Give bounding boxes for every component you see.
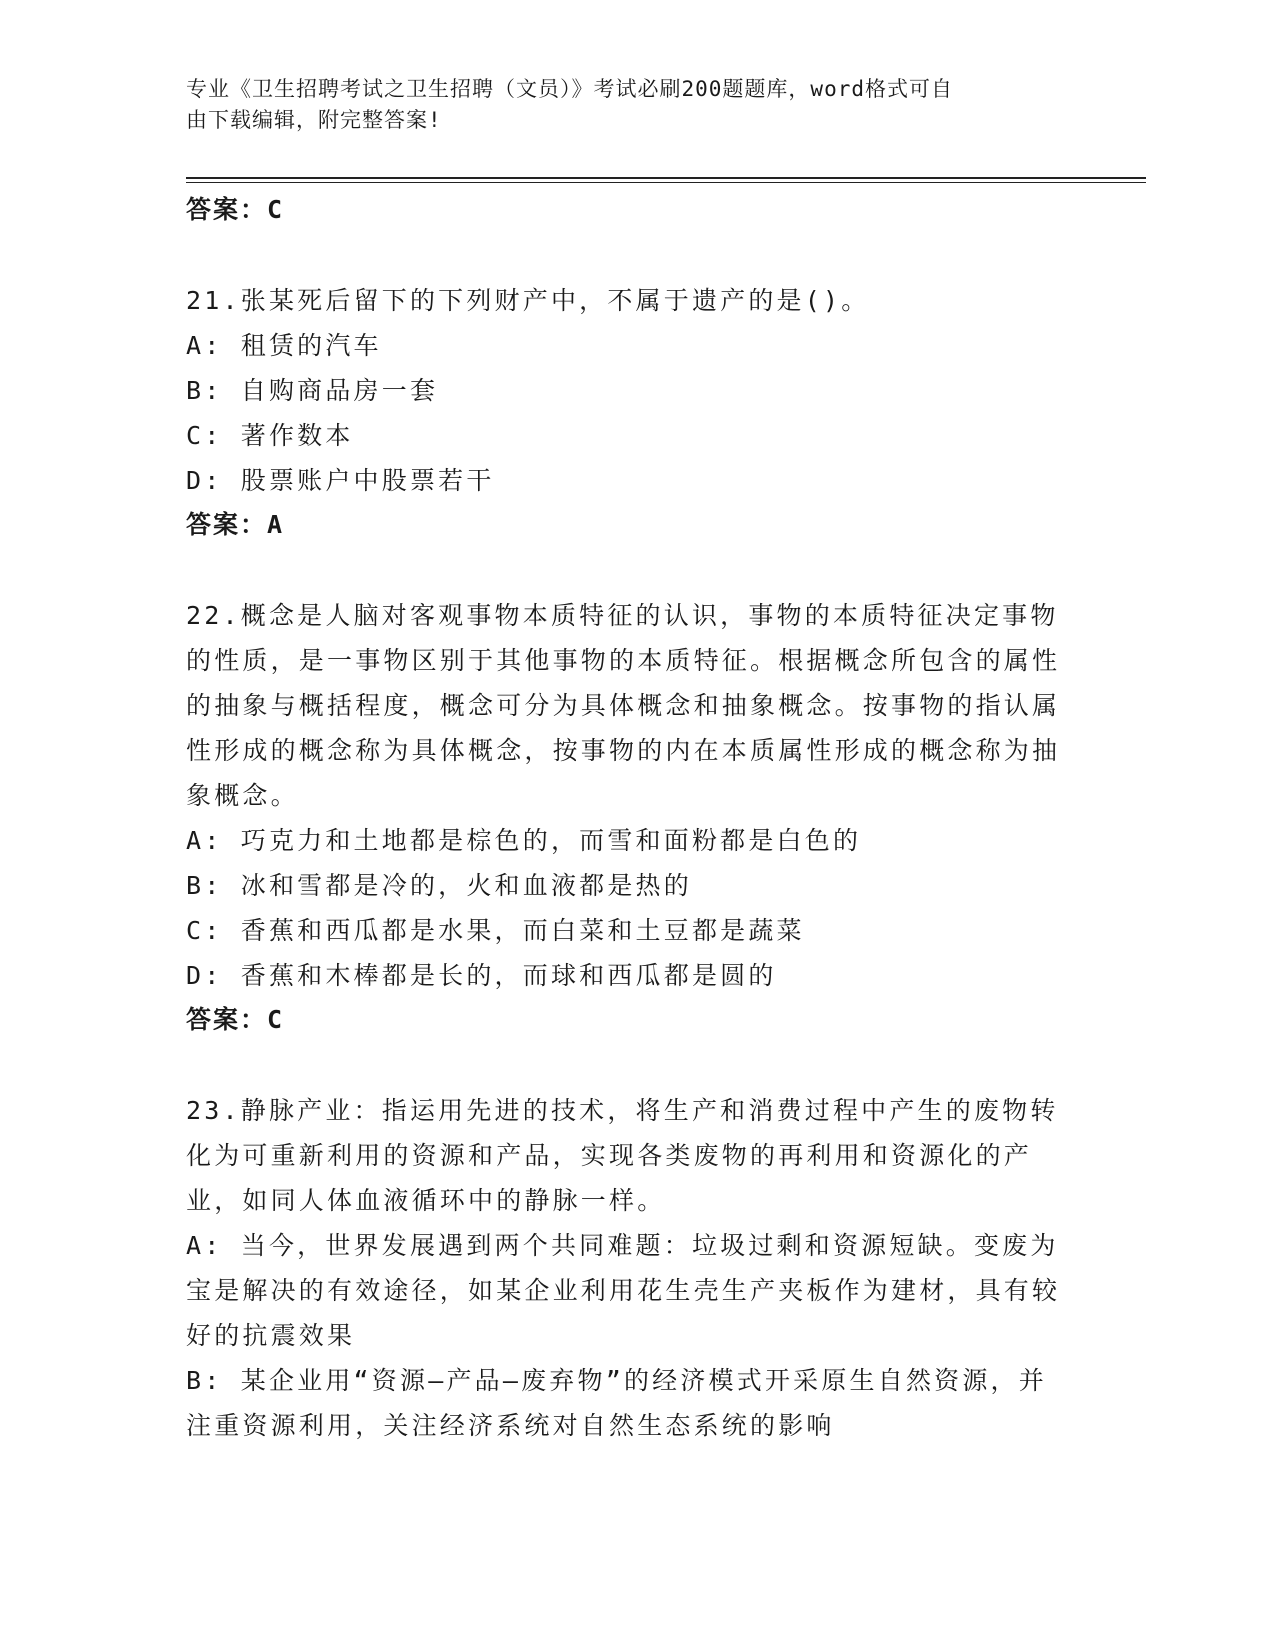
- option-b: B: 冰和雪都是冷的，火和血液都是热的: [186, 871, 692, 900]
- option-c: C: 香蕉和西瓜都是水果，而白菜和土豆都是蔬菜: [186, 916, 805, 945]
- question-21: [186, 278, 1066, 547]
- answer-previous-question: 答案：C: [186, 195, 285, 224]
- question-answer: 答案：A: [186, 510, 285, 539]
- question-stem: 23.静脉产业：指运用先进的技术，将生产和消费过程中产生的废物转化为可重新利用的资源和产品，实现各类废物的再利用和资源化的产业，如同人体血液循环中的静脉一样。: [186, 1096, 1059, 1215]
- spacer: [186, 1042, 1066, 1088]
- option-d: D: 香蕉和木棒都是长的，而球和西瓜都是圆的: [186, 961, 777, 990]
- question-answer: 答案：C: [186, 1005, 285, 1034]
- spacer: [186, 232, 1066, 278]
- option-c: C: 著作数本: [186, 421, 354, 450]
- option-d: D: 股票账户中股票若干: [186, 466, 495, 495]
- header-title-line-1: 专业《卫生招聘考试之卫生招聘（文员）》考试必刷200题题库，word格式可自: [186, 77, 953, 101]
- option-a: A: 租赁的汽车: [186, 331, 382, 360]
- document-body: [186, 188, 1066, 1448]
- option-a: A: 当今，世界发展遇到两个共同难题：垃圾过剩和资源短缺。变废为宝是解决的有效途径，如某企业利用花生壳生产夹板作为建材，具有较好的抗震效果: [186, 1231, 1061, 1350]
- question-23: [186, 1088, 1066, 1448]
- document-header: [186, 74, 1066, 136]
- question-stem: 22.概念是人脑对客观事物本质特征的认识，事物的本质特征决定事物的性质，是一事物区别于其他事物的本质特征。根据概念所包含的属性的抽象与概括程度，概念可分为具体概念和抽象概念。按事物的指认属性形成的概念称为具体概念，按事物的内在本质属性形成的概念称为抽象概念。: [186, 601, 1061, 810]
- question-22: [186, 593, 1066, 1042]
- option-a: A: 巧克力和土地都是棕色的，而雪和面粉都是白色的: [186, 826, 862, 855]
- spacer: [186, 547, 1066, 593]
- option-b: B: 自购商品房一套: [186, 376, 439, 405]
- option-b: B: 某企业用“资源—产品—废弃物”的经济模式开采原生自然资源，并注重资源利用，关注经济系统对自然生态系统的影响: [186, 1366, 1047, 1440]
- header-divider-thick: [186, 177, 1146, 179]
- header-divider-thin: [186, 182, 1146, 183]
- header-title-line-2: 由下载编辑，附完整答案!: [186, 108, 442, 132]
- question-stem: 21.张某死后留下的下列财产中，不属于遗产的是()。: [186, 286, 870, 315]
